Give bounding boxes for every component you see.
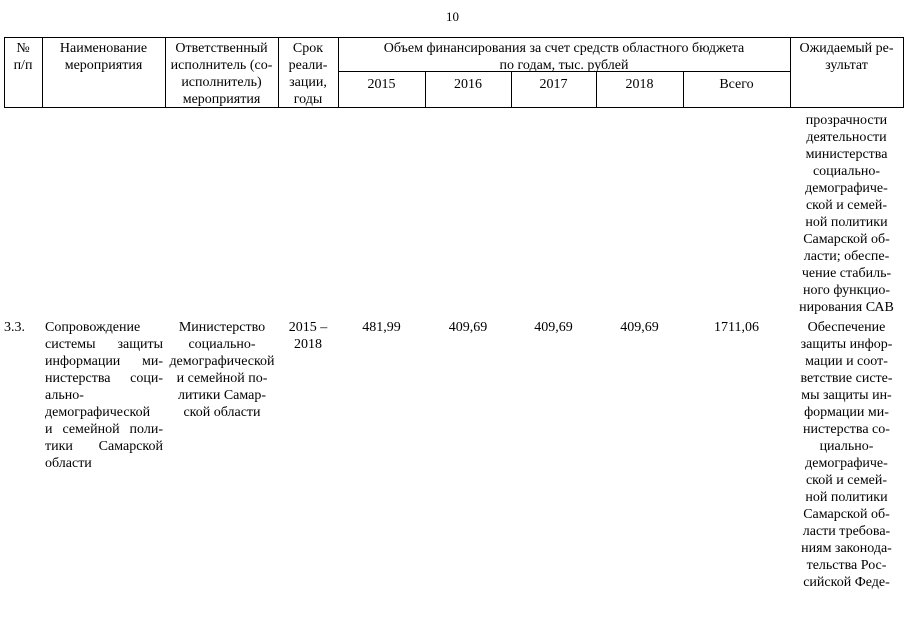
header-bottom-border [4, 107, 904, 108]
header-year-2016: 2016 [454, 77, 482, 92]
header-year-2018: 2018 [625, 77, 654, 92]
header-name: Наименование мероприятия [59, 41, 148, 73]
page-number: 10 [446, 9, 459, 24]
row-num: 3.3. [4, 320, 25, 335]
col-border-10 [903, 37, 904, 108]
header-year-2017: 2017 [539, 77, 568, 92]
row-name: Сопровождение системы защиты информации ми- нистерства соци- ально- демографической и семейной поли- тики Самарской области [45, 320, 163, 471]
header-top-border [4, 37, 904, 38]
header-result: Ожидаемый ре- зультат [799, 41, 894, 73]
continuation-result: прозрачности деятельности министерства социально- демографиче- ской и семей- ной политики Самарской об- ласти; обеспе- чение стабиль- ного функцио- нирования САВ [799, 113, 894, 315]
row-value-2016: 409,69 [448, 320, 488, 335]
row-result: Обеспечение защиты инфор- мации и соот- ветствие систе- мы защиты ин- формации ми- нистерства со- циально- демографиче- ской и семей- ной политики Самарской об- ласти требова- ниям законода- тельства Рос- сийской Феде- [800, 320, 893, 590]
row-value-2015: 481,99 [362, 320, 401, 335]
header-num: № п/п [13, 41, 33, 73]
header-funding-title: Объем финансирования за счет средств областного бюджета по годам, тыс. рублей [383, 41, 745, 73]
row-value-2018: 409,69 [620, 320, 659, 335]
header-executor: Ответственный исполнитель (со- исполнитель) мероприятия [170, 41, 273, 107]
row-term: 2015 – 2018 [288, 320, 328, 352]
header-total: Всего [719, 77, 754, 92]
row-value-total: 1711,06 [714, 320, 759, 335]
header-term: Срок реали- зации, годы [288, 41, 328, 107]
header-year-2015: 2015 [367, 77, 396, 92]
row-value-2017: 409,69 [534, 320, 573, 335]
row-executor: Министерство социально- демографической и семейной по- литики Самар- ской области [169, 320, 275, 420]
